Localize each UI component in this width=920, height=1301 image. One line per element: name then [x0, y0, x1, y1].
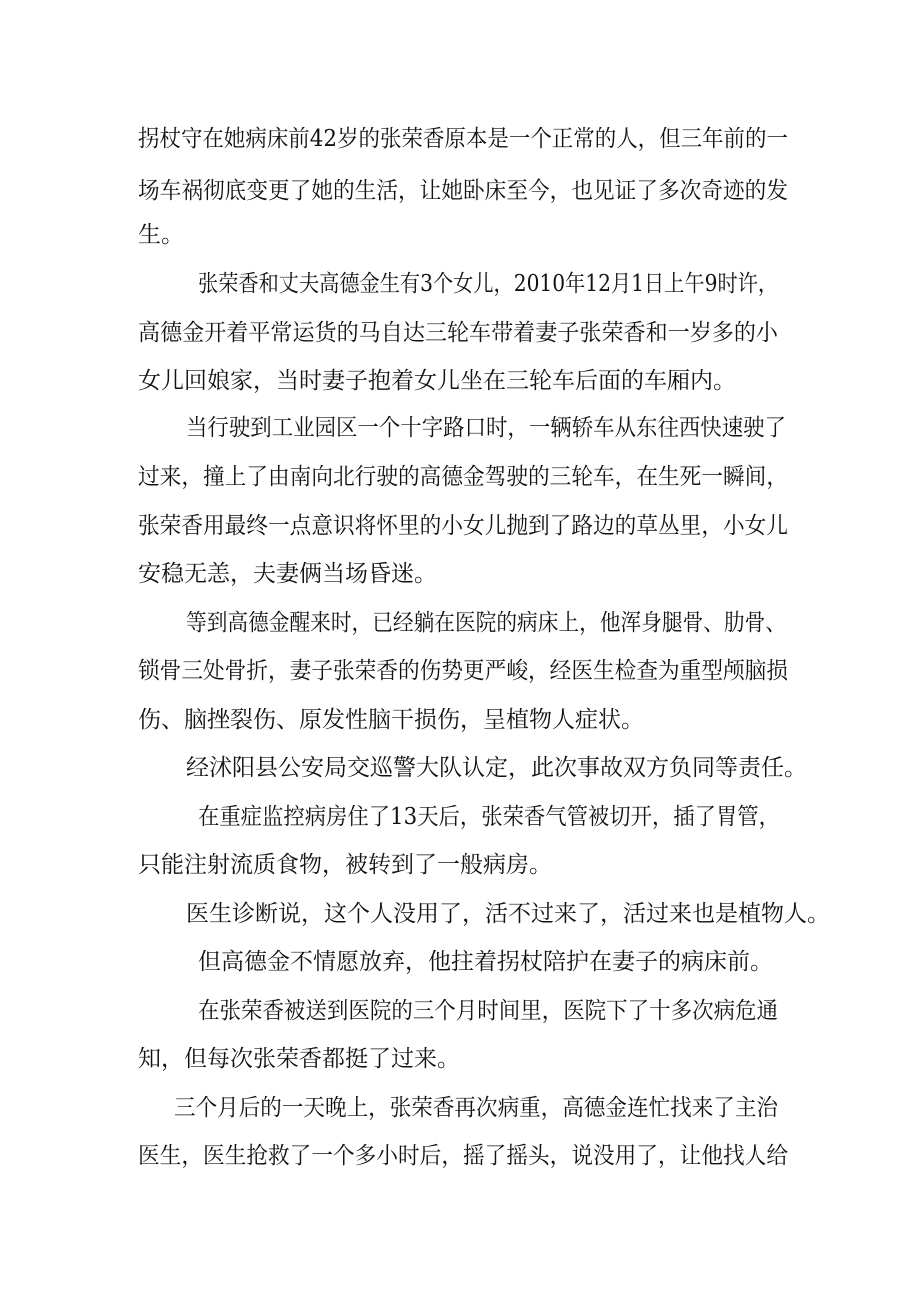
text-line: 在张荣香被送到医院的三个月时间里，医院下了十多次病危通	[198, 998, 779, 1024]
text-line: 安稳无恙，夫妻俩当场昏迷。	[138, 561, 437, 587]
text-line: 知，但每次张荣香都挺了过来。	[138, 1046, 460, 1072]
text-line: 张荣香和丈夫高德金生有3个女儿，2010年12月1日上午9时许，	[198, 271, 779, 297]
text-line: 经沭阳县公安局交巡警大队认定，此次事故双方负同等责任。	[186, 755, 807, 781]
text-line: 高德金开着平常运货的马自达三轮车带着妻子张荣香和一岁多的小	[138, 320, 778, 346]
text-line: 医生，医生抢救了一个多小时后，摇了摇头，说没用了，让他找人给	[138, 1143, 788, 1169]
text-line: 等到高德金醒来时，已经躺在医院的病床上，他浑身腿骨、肋骨、	[186, 610, 787, 636]
text-line: 张荣香用最终一点意识将怀里的小女儿抛到了路边的草丛里，小女儿	[138, 513, 788, 539]
text-line: 伤、脑挫裂伤、原发性脑干损伤，呈植物人症状。	[138, 707, 644, 733]
text-line: 但高德金不情愿放弃，他拄着拐杖陪护在妻子的病床前。	[198, 949, 773, 975]
text-line: 过来，撞上了由南向北行驶的高德金驾驶的三轮车，在生死一瞬间，	[138, 464, 788, 490]
text-line: 场车祸彻底变更了她的生活，让她卧床至今，也见证了多次奇迹的发	[138, 178, 788, 204]
text-line: 拐杖守在她病床前42岁的张荣香原本是一个正常的人，但三年前的一	[138, 126, 788, 152]
text-line: 女儿回娘家，当时妻子抱着女儿坐在三轮车后面的车厢内。	[138, 368, 736, 394]
text-line: 当行驶到工业园区一个十字路口时，一辆轿车从东往西快速驶了	[186, 415, 787, 441]
text-line: 只能注射流质食物，被转到了一般病房。	[138, 852, 552, 878]
text-line: 三个月后的一天晚上，张荣香再次病重，高德金连忙找来了主治	[174, 1095, 779, 1121]
text-line: 在重症监控病房住了13天后，张荣香气管被切开，插了胃管，	[198, 804, 780, 830]
text-line: 生。	[138, 222, 184, 248]
text-line: 锁骨三处骨折，妻子张荣香的伤势更严峻，经医生检查为重型颅脑损	[138, 658, 788, 684]
text-line: 医生诊断说，这个人没用了，活不过来了，活过来也是植物人。	[186, 901, 830, 927]
